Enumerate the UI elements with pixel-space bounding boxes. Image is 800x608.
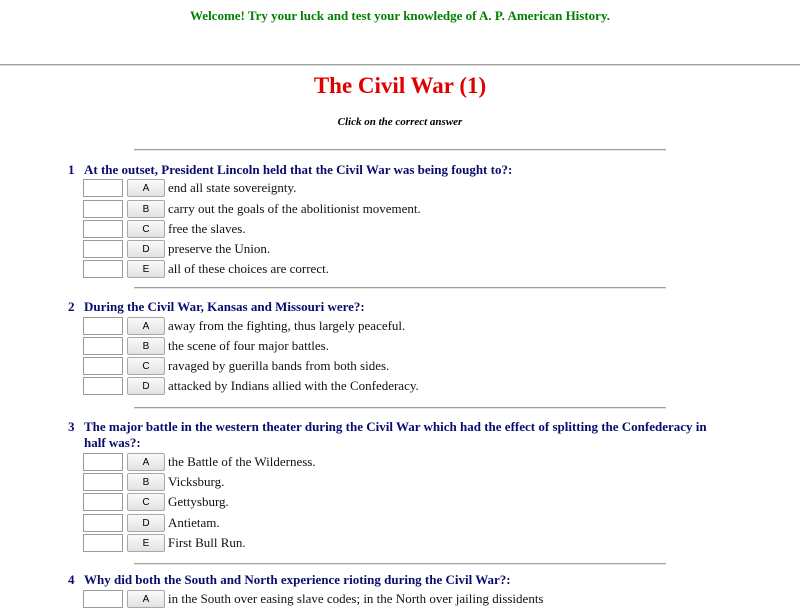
answer-feedback-box[interactable] [83, 377, 123, 395]
question-text: At the outset, President Lincoln held that the Civil War was being fought to?: [84, 162, 513, 177]
option-text: attacked by Indians allied with the Confederacy. [168, 378, 419, 393]
answer-feedback-box[interactable] [83, 534, 123, 552]
option-text: free the slaves. [168, 221, 246, 236]
answer-d-button[interactable]: D [127, 240, 165, 258]
answer-feedback-box[interactable] [83, 260, 123, 278]
answer-d-button[interactable]: D [127, 514, 165, 532]
option-text: end all state sovereignty. [168, 180, 297, 195]
answer-feedback-box[interactable] [83, 357, 123, 375]
answer-feedback-box[interactable] [83, 473, 123, 491]
answer-feedback-box[interactable] [83, 220, 123, 238]
welcome-banner: Welcome! Try your luck and test your knowledge of A. P. American History. [190, 8, 610, 23]
answer-b-button[interactable]: B [127, 200, 165, 218]
question-text: During the Civil War, Kansas and Missouri were?: [84, 299, 365, 314]
answer-a-button[interactable]: A [127, 590, 165, 608]
option-text: all of these choices are correct. [168, 261, 329, 276]
header-divider [0, 64, 800, 66]
answer-feedback-box[interactable] [83, 240, 123, 258]
answer-c-button[interactable]: C [127, 357, 165, 375]
question-divider [134, 149, 666, 151]
option-text: Vicksburg. [168, 474, 225, 489]
option-text: in the South over easing slave codes; in the North over jailing dissidents [168, 591, 544, 606]
answer-b-button[interactable]: B [127, 337, 165, 355]
question-divider [134, 563, 666, 565]
answer-feedback-box[interactable] [83, 317, 123, 335]
question-number: 2 [68, 299, 75, 314]
answer-c-button[interactable]: C [127, 493, 165, 511]
answer-feedback-box[interactable] [83, 590, 123, 608]
answer-a-button[interactable]: A [127, 453, 165, 471]
answer-c-button[interactable]: C [127, 220, 165, 238]
option-text: away from the fighting, thus largely peaceful. [168, 318, 406, 333]
answer-a-button[interactable]: A [127, 179, 165, 197]
answer-e-button[interactable]: E [127, 260, 165, 278]
answer-a-button[interactable]: A [127, 317, 165, 335]
page-title: The Civil War (1) [313, 73, 487, 98]
question-text: The major battle in the western theater during the Civil War which had the effect of splitting the Confederacy in half was?: [84, 419, 707, 450]
option-text: the Battle of the Wilderness. [168, 454, 316, 469]
answer-b-button[interactable]: B [127, 473, 165, 491]
answer-e-button[interactable]: E [127, 534, 165, 552]
answer-feedback-box[interactable] [83, 337, 123, 355]
option-text: First Bull Run. [168, 535, 246, 550]
answer-feedback-box[interactable] [83, 200, 123, 218]
option-text: Gettysburg. [168, 494, 229, 509]
question-number: 4 [68, 572, 75, 587]
question-divider [134, 407, 666, 409]
answer-feedback-box[interactable] [83, 453, 123, 471]
question-number: 1 [68, 162, 75, 177]
option-text: preserve the Union. [168, 241, 271, 256]
option-text: the scene of four major battles. [168, 338, 329, 353]
question-text: Why did both the South and North experience rioting during the Civil War?: [84, 572, 511, 587]
answer-feedback-box[interactable] [83, 179, 123, 197]
option-text: Antietam. [168, 515, 220, 530]
answer-feedback-box[interactable] [83, 514, 123, 532]
question-divider [134, 287, 666, 289]
option-text: carry out the goals of the abolitionist movement. [168, 201, 421, 216]
option-text: ravaged by guerilla bands from both sides. [168, 358, 390, 373]
instruction-text: Click on the correct answer [337, 116, 463, 128]
answer-d-button[interactable]: D [127, 377, 165, 395]
answer-feedback-box[interactable] [83, 493, 123, 511]
question-number: 3 [68, 419, 75, 434]
